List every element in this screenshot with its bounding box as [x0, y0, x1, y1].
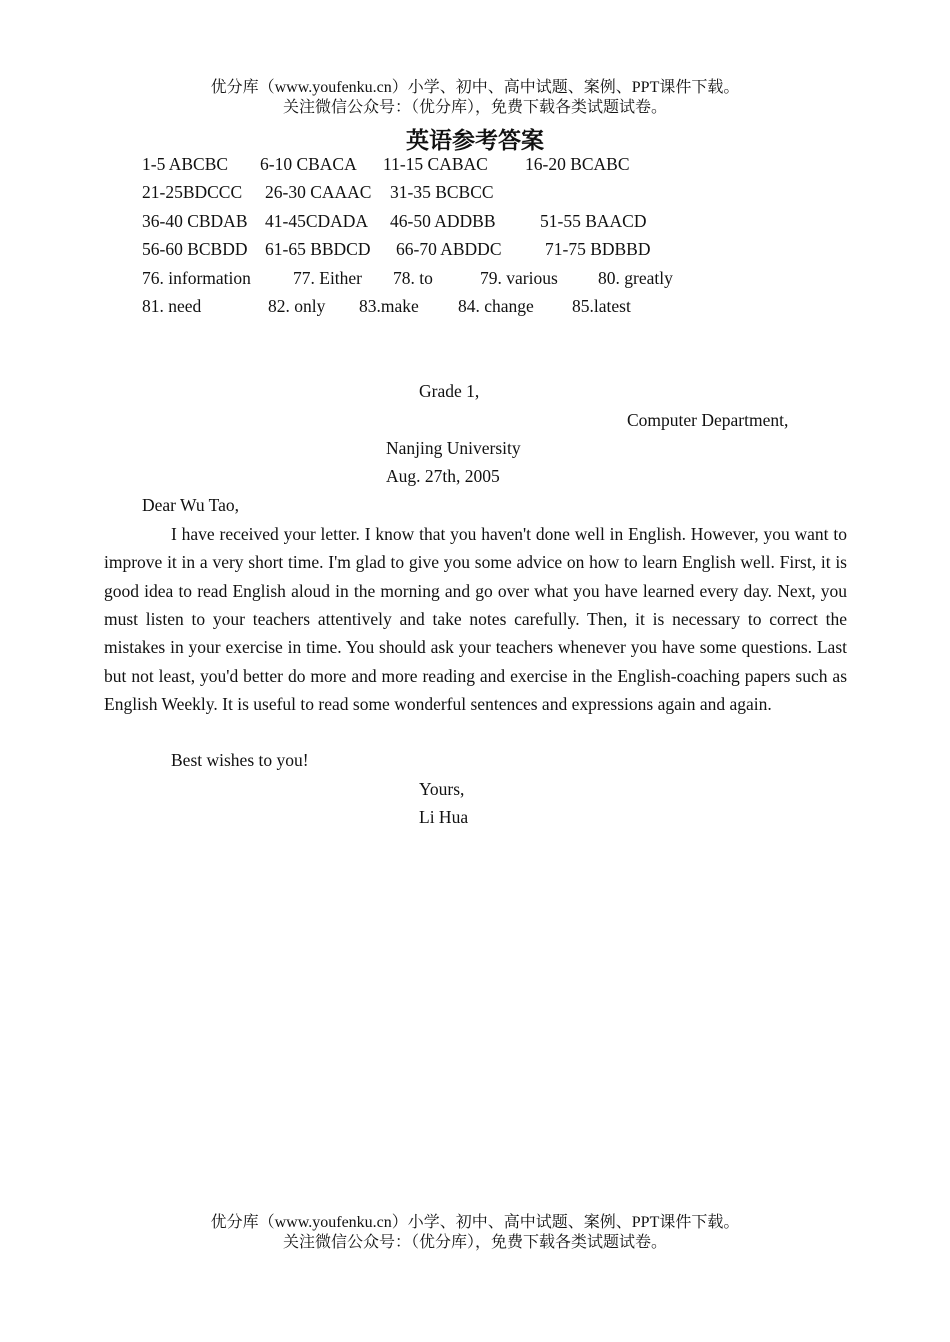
address-grade: Grade 1, — [419, 381, 480, 401]
answer-group: 26-30 CAAAC — [265, 182, 372, 202]
answer-group: 77. Either — [293, 268, 363, 288]
answer-group: 56-60 BCBDD — [142, 239, 248, 259]
address-university: Nanjing University — [386, 438, 521, 458]
footer-line-1: 优分库（www.youfenku.cn）小学、初中、高中试题、案例、PPT课件下载。 — [210, 1214, 740, 1231]
closing-wishes: Best wishes to you! — [171, 750, 309, 770]
answer-group: 21-25BDCCC — [142, 182, 243, 202]
signature: Li Hua — [419, 807, 469, 827]
answer-group: 16-20 BCABC — [525, 154, 630, 174]
answer-group: 51-55 BAACD — [540, 211, 647, 231]
answer-group: 66-70 ABDDC — [396, 239, 502, 259]
answer-group: 82. only — [268, 296, 326, 316]
answer-group: 46-50 ADDBB — [390, 211, 496, 231]
answer-group: 83.make — [359, 296, 419, 316]
answer-group: 79. various — [480, 268, 558, 288]
answer-group: 1-5 ABCBC — [142, 154, 229, 174]
answer-group: 80. greatly — [598, 268, 673, 288]
answer-group: 78. to — [393, 268, 433, 288]
answer-group: 71-75 BDBBD — [545, 239, 651, 259]
answer-group: 84. change — [458, 296, 534, 316]
header-line-1: 优分库（www.youfenku.cn）小学、初中、高中试题、案例、PPT课件下载。 — [210, 79, 740, 96]
page-footer — [0, 1213, 950, 1253]
letter-body: I have received your letter. I know that you haven't done well in English. However, you want to improve it in a very short time. I'm glad to give you some advice on how to learn English well. First, it is good idea to read English aloud in the morning and go over what you have learned every day. Next, you must listen to your teachers attentively and take notes carefully. Then, it is necessary to correct the mistakes in your exercise in time. You should ask your teachers whenever you have some questions. Last but not least, you'd better do more and more reading and exercise in the English-coaching papers such as English Weekly. It is useful to read some wonderful sentences and expressions again and again. — [104, 524, 847, 715]
address-department: Computer Department, — [627, 410, 789, 430]
answer-group: 11-15 CABAC — [383, 154, 488, 174]
closing: Yours, — [419, 779, 465, 799]
answer-group: 41-45CDADA — [265, 211, 369, 231]
salutation: Dear Wu Tao, — [142, 495, 240, 515]
answer-group: 76. information — [142, 268, 251, 288]
header-line-2: 关注微信公众号：（优分库），免费下载各类试题试卷。 — [282, 99, 667, 116]
letter-date: Aug. 27th, 2005 — [386, 466, 500, 486]
answer-group: 85.latest — [572, 296, 631, 316]
page-header — [0, 78, 950, 118]
page-title: 英语参考答案 — [406, 128, 544, 153]
answer-group: 31-35 BCBCC — [390, 182, 494, 202]
answer-group: 36-40 CBDAB — [142, 211, 248, 231]
footer-line-2: 关注微信公众号：（优分库），免费下载各类试题试卷。 — [282, 1234, 667, 1251]
answer-group: 81. need — [142, 296, 202, 316]
answer-group: 6-10 CBACA — [260, 154, 357, 174]
answer-group: 61-65 BBDCD — [265, 239, 371, 259]
